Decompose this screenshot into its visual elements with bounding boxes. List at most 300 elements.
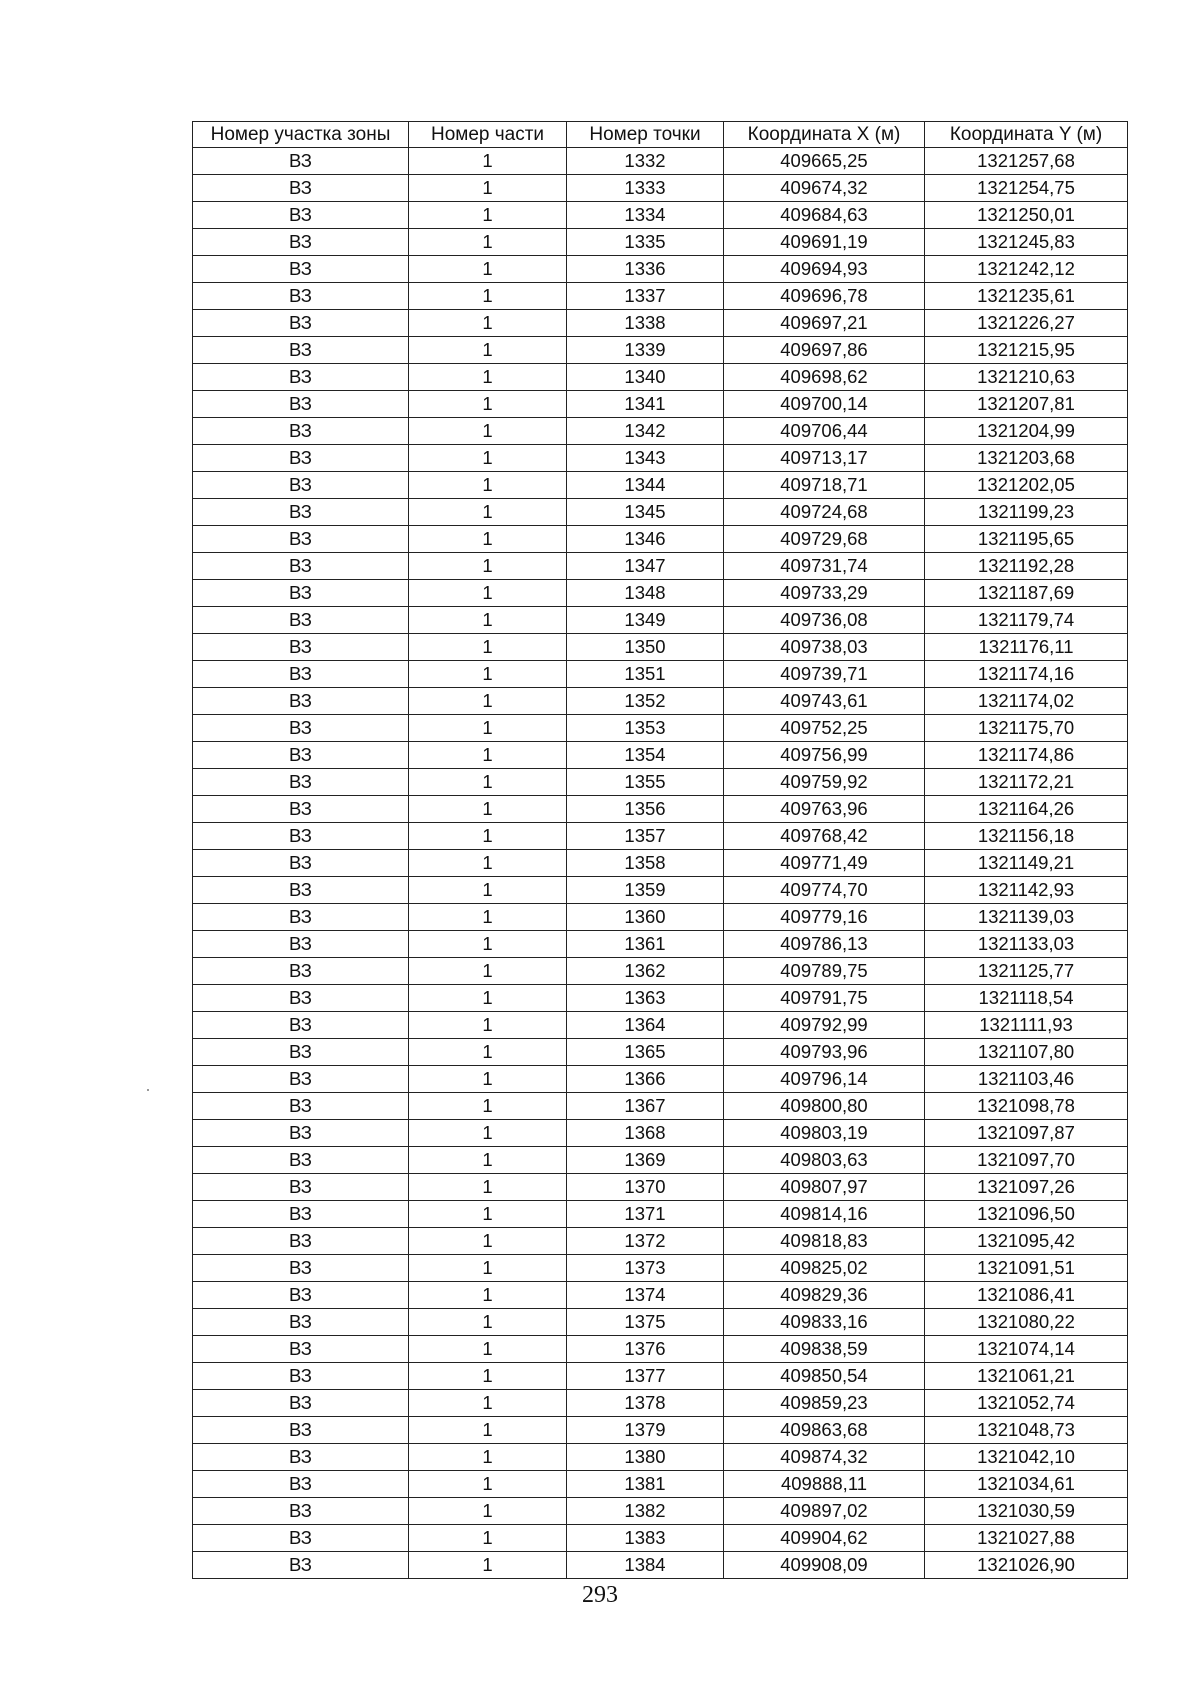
cell-coordinate-y: 1321034,61 bbox=[925, 1471, 1128, 1498]
cell-point-number: 1345 bbox=[567, 499, 724, 526]
cell-part-number: 1 bbox=[409, 202, 567, 229]
table-row bbox=[193, 1417, 1128, 1444]
cell-point-number: 1359 bbox=[567, 877, 724, 904]
cell-point-number: 1356 bbox=[567, 796, 724, 823]
table-row bbox=[193, 202, 1128, 229]
cell-point-number: 1360 bbox=[567, 904, 724, 931]
table-row bbox=[193, 823, 1128, 850]
cell-coordinate-y: 1321103,46 bbox=[925, 1066, 1128, 1093]
cell-point-number: 1375 bbox=[567, 1309, 724, 1336]
table-row bbox=[193, 580, 1128, 607]
cell-zone-section: ВЗ bbox=[193, 1255, 409, 1282]
cell-coordinate-x: 409897,02 bbox=[724, 1498, 925, 1525]
cell-coordinate-y: 1321139,03 bbox=[925, 904, 1128, 931]
cell-point-number: 1372 bbox=[567, 1228, 724, 1255]
table-row bbox=[193, 877, 1128, 904]
cell-part-number: 1 bbox=[409, 1228, 567, 1255]
cell-coordinate-y: 1321030,59 bbox=[925, 1498, 1128, 1525]
cell-coordinate-x: 409833,16 bbox=[724, 1309, 925, 1336]
cell-part-number: 1 bbox=[409, 472, 567, 499]
cell-coordinate-y: 1321027,88 bbox=[925, 1525, 1128, 1552]
cell-point-number: 1379 bbox=[567, 1417, 724, 1444]
cell-coordinate-x: 409694,93 bbox=[724, 256, 925, 283]
cell-point-number: 1369 bbox=[567, 1147, 724, 1174]
table-row bbox=[193, 1039, 1128, 1066]
scan-speck bbox=[147, 1089, 149, 1091]
cell-part-number: 1 bbox=[409, 1066, 567, 1093]
table-header bbox=[193, 122, 1128, 148]
cell-coordinate-x: 409763,96 bbox=[724, 796, 925, 823]
cell-part-number: 1 bbox=[409, 229, 567, 256]
cell-part-number: 1 bbox=[409, 1390, 567, 1417]
cell-coordinate-x: 409863,68 bbox=[724, 1417, 925, 1444]
header-coordinate-x: Координата X (м) bbox=[724, 122, 925, 148]
cell-point-number: 1358 bbox=[567, 850, 724, 877]
table-row bbox=[193, 1147, 1128, 1174]
cell-zone-section: ВЗ bbox=[193, 310, 409, 337]
cell-coordinate-x: 409718,71 bbox=[724, 472, 925, 499]
cell-part-number: 1 bbox=[409, 1039, 567, 1066]
cell-zone-section: ВЗ bbox=[193, 1282, 409, 1309]
cell-coordinate-y: 1321097,26 bbox=[925, 1174, 1128, 1201]
cell-zone-section: ВЗ bbox=[193, 823, 409, 850]
table-row bbox=[193, 1255, 1128, 1282]
cell-coordinate-x: 409684,63 bbox=[724, 202, 925, 229]
cell-zone-section: ВЗ bbox=[193, 175, 409, 202]
cell-part-number: 1 bbox=[409, 850, 567, 877]
cell-point-number: 1350 bbox=[567, 634, 724, 661]
cell-coordinate-x: 409874,32 bbox=[724, 1444, 925, 1471]
cell-point-number: 1347 bbox=[567, 553, 724, 580]
cell-point-number: 1338 bbox=[567, 310, 724, 337]
cell-coordinate-y: 1321245,83 bbox=[925, 229, 1128, 256]
cell-part-number: 1 bbox=[409, 499, 567, 526]
cell-zone-section: ВЗ bbox=[193, 1444, 409, 1471]
cell-point-number: 1334 bbox=[567, 202, 724, 229]
table-row bbox=[193, 1201, 1128, 1228]
cell-coordinate-x: 409768,42 bbox=[724, 823, 925, 850]
table-row bbox=[193, 1390, 1128, 1417]
table-row bbox=[193, 1336, 1128, 1363]
cell-zone-section: ВЗ bbox=[193, 256, 409, 283]
cell-zone-section: ВЗ bbox=[193, 931, 409, 958]
cell-zone-section: ВЗ bbox=[193, 1471, 409, 1498]
cell-zone-section: ВЗ bbox=[193, 499, 409, 526]
cell-point-number: 1348 bbox=[567, 580, 724, 607]
cell-coordinate-y: 1321195,65 bbox=[925, 526, 1128, 553]
cell-part-number: 1 bbox=[409, 1012, 567, 1039]
cell-coordinate-x: 409731,74 bbox=[724, 553, 925, 580]
cell-part-number: 1 bbox=[409, 607, 567, 634]
cell-coordinate-y: 1321096,50 bbox=[925, 1201, 1128, 1228]
cell-point-number: 1361 bbox=[567, 931, 724, 958]
cell-zone-section: ВЗ bbox=[193, 1390, 409, 1417]
cell-coordinate-y: 1321080,22 bbox=[925, 1309, 1128, 1336]
cell-point-number: 1366 bbox=[567, 1066, 724, 1093]
cell-coordinate-y: 1321174,02 bbox=[925, 688, 1128, 715]
cell-coordinate-x: 409691,19 bbox=[724, 229, 925, 256]
cell-coordinate-x: 409733,29 bbox=[724, 580, 925, 607]
cell-coordinate-x: 409825,02 bbox=[724, 1255, 925, 1282]
cell-coordinate-x: 409850,54 bbox=[724, 1363, 925, 1390]
cell-zone-section: ВЗ bbox=[193, 985, 409, 1012]
cell-zone-section: ВЗ bbox=[193, 1228, 409, 1255]
cell-part-number: 1 bbox=[409, 148, 567, 175]
coordinates-table bbox=[192, 121, 1128, 1579]
cell-coordinate-x: 409904,62 bbox=[724, 1525, 925, 1552]
cell-zone-section: ВЗ bbox=[193, 148, 409, 175]
cell-part-number: 1 bbox=[409, 1417, 567, 1444]
cell-coordinate-y: 1321235,61 bbox=[925, 283, 1128, 310]
cell-part-number: 1 bbox=[409, 1174, 567, 1201]
cell-point-number: 1367 bbox=[567, 1093, 724, 1120]
cell-coordinate-y: 1321097,70 bbox=[925, 1147, 1128, 1174]
table-row bbox=[193, 337, 1128, 364]
cell-coordinate-x: 409786,13 bbox=[724, 931, 925, 958]
table-row bbox=[193, 1525, 1128, 1552]
cell-point-number: 1339 bbox=[567, 337, 724, 364]
cell-coordinate-y: 1321074,14 bbox=[925, 1336, 1128, 1363]
cell-zone-section: ВЗ bbox=[193, 1174, 409, 1201]
cell-coordinate-x: 409838,59 bbox=[724, 1336, 925, 1363]
table-row bbox=[193, 1444, 1128, 1471]
cell-zone-section: ВЗ bbox=[193, 634, 409, 661]
cell-coordinate-x: 409796,14 bbox=[724, 1066, 925, 1093]
cell-zone-section: ВЗ bbox=[193, 1417, 409, 1444]
table-row bbox=[193, 1066, 1128, 1093]
cell-coordinate-x: 409792,99 bbox=[724, 1012, 925, 1039]
cell-zone-section: ВЗ bbox=[193, 418, 409, 445]
cell-point-number: 1336 bbox=[567, 256, 724, 283]
cell-coordinate-x: 409700,14 bbox=[724, 391, 925, 418]
cell-coordinate-y: 1321111,93 bbox=[925, 1012, 1128, 1039]
cell-zone-section: ВЗ bbox=[193, 958, 409, 985]
cell-point-number: 1381 bbox=[567, 1471, 724, 1498]
cell-part-number: 1 bbox=[409, 1336, 567, 1363]
table-row bbox=[193, 769, 1128, 796]
cell-part-number: 1 bbox=[409, 1552, 567, 1579]
cell-zone-section: ВЗ bbox=[193, 1336, 409, 1363]
cell-part-number: 1 bbox=[409, 958, 567, 985]
cell-coordinate-y: 1321203,68 bbox=[925, 445, 1128, 472]
cell-coordinate-y: 1321199,23 bbox=[925, 499, 1128, 526]
cell-zone-section: ВЗ bbox=[193, 1525, 409, 1552]
cell-part-number: 1 bbox=[409, 445, 567, 472]
cell-coordinate-x: 409818,83 bbox=[724, 1228, 925, 1255]
cell-part-number: 1 bbox=[409, 1363, 567, 1390]
table-row bbox=[193, 1498, 1128, 1525]
cell-part-number: 1 bbox=[409, 823, 567, 850]
cell-zone-section: ВЗ bbox=[193, 445, 409, 472]
cell-point-number: 1355 bbox=[567, 769, 724, 796]
header-point-number: Номер точки bbox=[567, 122, 724, 148]
cell-coordinate-y: 1321204,99 bbox=[925, 418, 1128, 445]
cell-coordinate-x: 409665,25 bbox=[724, 148, 925, 175]
cell-coordinate-y: 1321097,87 bbox=[925, 1120, 1128, 1147]
table-row bbox=[193, 1228, 1128, 1255]
cell-zone-section: ВЗ bbox=[193, 904, 409, 931]
cell-point-number: 1383 bbox=[567, 1525, 724, 1552]
table-row bbox=[193, 1363, 1128, 1390]
cell-zone-section: ВЗ bbox=[193, 337, 409, 364]
cell-coordinate-y: 1321026,90 bbox=[925, 1552, 1128, 1579]
table-row bbox=[193, 1309, 1128, 1336]
cell-zone-section: ВЗ bbox=[193, 229, 409, 256]
table-row bbox=[193, 742, 1128, 769]
cell-coordinate-y: 1321257,68 bbox=[925, 148, 1128, 175]
cell-coordinate-x: 409829,36 bbox=[724, 1282, 925, 1309]
table-row bbox=[193, 1093, 1128, 1120]
cell-coordinate-y: 1321118,54 bbox=[925, 985, 1128, 1012]
cell-point-number: 1337 bbox=[567, 283, 724, 310]
cell-coordinate-x: 409698,62 bbox=[724, 364, 925, 391]
cell-part-number: 1 bbox=[409, 1201, 567, 1228]
cell-zone-section: ВЗ bbox=[193, 283, 409, 310]
cell-zone-section: ВЗ bbox=[193, 1012, 409, 1039]
cell-coordinate-x: 409752,25 bbox=[724, 715, 925, 742]
cell-coordinate-x: 409800,80 bbox=[724, 1093, 925, 1120]
table-row bbox=[193, 310, 1128, 337]
cell-zone-section: ВЗ bbox=[193, 742, 409, 769]
cell-part-number: 1 bbox=[409, 391, 567, 418]
cell-zone-section: ВЗ bbox=[193, 1498, 409, 1525]
cell-part-number: 1 bbox=[409, 985, 567, 1012]
table-row bbox=[193, 445, 1128, 472]
cell-point-number: 1364 bbox=[567, 1012, 724, 1039]
table-row bbox=[193, 364, 1128, 391]
cell-point-number: 1335 bbox=[567, 229, 724, 256]
cell-coordinate-x: 409738,03 bbox=[724, 634, 925, 661]
table-row bbox=[193, 688, 1128, 715]
cell-coordinate-y: 1321061,21 bbox=[925, 1363, 1128, 1390]
cell-part-number: 1 bbox=[409, 1255, 567, 1282]
table-row bbox=[193, 256, 1128, 283]
cell-part-number: 1 bbox=[409, 1120, 567, 1147]
table-row bbox=[193, 553, 1128, 580]
cell-part-number: 1 bbox=[409, 796, 567, 823]
cell-coordinate-y: 1321142,93 bbox=[925, 877, 1128, 904]
cell-part-number: 1 bbox=[409, 553, 567, 580]
cell-part-number: 1 bbox=[409, 715, 567, 742]
cell-part-number: 1 bbox=[409, 1147, 567, 1174]
cell-point-number: 1332 bbox=[567, 148, 724, 175]
cell-point-number: 1346 bbox=[567, 526, 724, 553]
cell-coordinate-x: 409743,61 bbox=[724, 688, 925, 715]
cell-zone-section: ВЗ bbox=[193, 364, 409, 391]
cell-point-number: 1344 bbox=[567, 472, 724, 499]
cell-coordinate-y: 1321202,05 bbox=[925, 472, 1128, 499]
cell-zone-section: ВЗ bbox=[193, 1093, 409, 1120]
cell-zone-section: ВЗ bbox=[193, 391, 409, 418]
table-row bbox=[193, 1120, 1128, 1147]
cell-zone-section: ВЗ bbox=[193, 850, 409, 877]
cell-coordinate-x: 409859,23 bbox=[724, 1390, 925, 1417]
cell-coordinate-x: 409759,92 bbox=[724, 769, 925, 796]
cell-zone-section: ВЗ bbox=[193, 526, 409, 553]
cell-coordinate-y: 1321254,75 bbox=[925, 175, 1128, 202]
cell-part-number: 1 bbox=[409, 877, 567, 904]
cell-coordinate-x: 409779,16 bbox=[724, 904, 925, 931]
cell-coordinate-x: 409888,11 bbox=[724, 1471, 925, 1498]
cell-point-number: 1352 bbox=[567, 688, 724, 715]
cell-zone-section: ВЗ bbox=[193, 661, 409, 688]
cell-part-number: 1 bbox=[409, 1309, 567, 1336]
cell-coordinate-x: 409736,08 bbox=[724, 607, 925, 634]
table-row bbox=[193, 796, 1128, 823]
cell-coordinate-x: 409696,78 bbox=[724, 283, 925, 310]
cell-coordinate-y: 1321107,80 bbox=[925, 1039, 1128, 1066]
cell-part-number: 1 bbox=[409, 364, 567, 391]
cell-coordinate-y: 1321042,10 bbox=[925, 1444, 1128, 1471]
cell-part-number: 1 bbox=[409, 1093, 567, 1120]
header-coordinate-y: Координата Y (м) bbox=[925, 122, 1128, 148]
cell-point-number: 1349 bbox=[567, 607, 724, 634]
table-row bbox=[193, 985, 1128, 1012]
table-row bbox=[193, 499, 1128, 526]
cell-coordinate-x: 409739,71 bbox=[724, 661, 925, 688]
cell-part-number: 1 bbox=[409, 418, 567, 445]
cell-part-number: 1 bbox=[409, 175, 567, 202]
cell-point-number: 1351 bbox=[567, 661, 724, 688]
cell-part-number: 1 bbox=[409, 904, 567, 931]
cell-point-number: 1354 bbox=[567, 742, 724, 769]
cell-zone-section: ВЗ bbox=[193, 1201, 409, 1228]
table-row bbox=[193, 1174, 1128, 1201]
cell-coordinate-x: 409697,86 bbox=[724, 337, 925, 364]
cell-coordinate-x: 409774,70 bbox=[724, 877, 925, 904]
cell-coordinate-x: 409793,96 bbox=[724, 1039, 925, 1066]
cell-coordinate-x: 409697,21 bbox=[724, 310, 925, 337]
cell-zone-section: ВЗ bbox=[193, 202, 409, 229]
cell-coordinate-y: 1321174,16 bbox=[925, 661, 1128, 688]
cell-coordinate-y: 1321242,12 bbox=[925, 256, 1128, 283]
table-row bbox=[193, 472, 1128, 499]
cell-coordinate-y: 1321187,69 bbox=[925, 580, 1128, 607]
cell-coordinate-x: 409706,44 bbox=[724, 418, 925, 445]
cell-point-number: 1370 bbox=[567, 1174, 724, 1201]
cell-part-number: 1 bbox=[409, 742, 567, 769]
table-row bbox=[193, 283, 1128, 310]
cell-point-number: 1371 bbox=[567, 1201, 724, 1228]
cell-zone-section: ВЗ bbox=[193, 1120, 409, 1147]
table-row bbox=[193, 1471, 1128, 1498]
cell-part-number: 1 bbox=[409, 283, 567, 310]
table-row bbox=[193, 1282, 1128, 1309]
cell-point-number: 1382 bbox=[567, 1498, 724, 1525]
cell-coordinate-x: 409789,75 bbox=[724, 958, 925, 985]
cell-coordinate-y: 1321179,74 bbox=[925, 607, 1128, 634]
table-row bbox=[193, 175, 1128, 202]
cell-point-number: 1340 bbox=[567, 364, 724, 391]
cell-coordinate-y: 1321172,21 bbox=[925, 769, 1128, 796]
cell-coordinate-y: 1321215,95 bbox=[925, 337, 1128, 364]
cell-coordinate-x: 409908,09 bbox=[724, 1552, 925, 1579]
cell-coordinate-y: 1321164,26 bbox=[925, 796, 1128, 823]
table-body bbox=[193, 148, 1128, 1579]
cell-zone-section: ВЗ bbox=[193, 1363, 409, 1390]
cell-coordinate-y: 1321095,42 bbox=[925, 1228, 1128, 1255]
cell-zone-section: ВЗ bbox=[193, 1147, 409, 1174]
cell-coordinate-y: 1321174,86 bbox=[925, 742, 1128, 769]
cell-coordinate-y: 1321086,41 bbox=[925, 1282, 1128, 1309]
header-part-number: Номер части bbox=[409, 122, 567, 148]
cell-coordinate-x: 409791,75 bbox=[724, 985, 925, 1012]
cell-zone-section: ВЗ bbox=[193, 715, 409, 742]
cell-point-number: 1341 bbox=[567, 391, 724, 418]
cell-coordinate-x: 409807,97 bbox=[724, 1174, 925, 1201]
table-row bbox=[193, 1552, 1128, 1579]
cell-point-number: 1380 bbox=[567, 1444, 724, 1471]
cell-coordinate-y: 1321133,03 bbox=[925, 931, 1128, 958]
cell-point-number: 1374 bbox=[567, 1282, 724, 1309]
cell-zone-section: ВЗ bbox=[193, 796, 409, 823]
cell-part-number: 1 bbox=[409, 661, 567, 688]
cell-coordinate-y: 1321226,27 bbox=[925, 310, 1128, 337]
table-row bbox=[193, 850, 1128, 877]
cell-point-number: 1333 bbox=[567, 175, 724, 202]
cell-coordinate-x: 409756,99 bbox=[724, 742, 925, 769]
cell-part-number: 1 bbox=[409, 1444, 567, 1471]
cell-coordinate-y: 1321156,18 bbox=[925, 823, 1128, 850]
cell-coordinate-x: 409713,17 bbox=[724, 445, 925, 472]
cell-coordinate-y: 1321125,77 bbox=[925, 958, 1128, 985]
cell-coordinate-y: 1321207,81 bbox=[925, 391, 1128, 418]
cell-part-number: 1 bbox=[409, 688, 567, 715]
cell-zone-section: ВЗ bbox=[193, 769, 409, 796]
table-row bbox=[193, 715, 1128, 742]
cell-part-number: 1 bbox=[409, 1498, 567, 1525]
cell-coordinate-y: 1321091,51 bbox=[925, 1255, 1128, 1282]
cell-coordinate-x: 409803,63 bbox=[724, 1147, 925, 1174]
cell-point-number: 1362 bbox=[567, 958, 724, 985]
cell-coordinate-y: 1321149,21 bbox=[925, 850, 1128, 877]
header-row bbox=[193, 122, 1128, 148]
table-row bbox=[193, 607, 1128, 634]
table-row bbox=[193, 634, 1128, 661]
cell-part-number: 1 bbox=[409, 1282, 567, 1309]
cell-part-number: 1 bbox=[409, 310, 567, 337]
table-row bbox=[193, 229, 1128, 256]
cell-coordinate-y: 1321052,74 bbox=[925, 1390, 1128, 1417]
cell-point-number: 1357 bbox=[567, 823, 724, 850]
cell-point-number: 1343 bbox=[567, 445, 724, 472]
cell-part-number: 1 bbox=[409, 931, 567, 958]
cell-coordinate-y: 1321250,01 bbox=[925, 202, 1128, 229]
cell-part-number: 1 bbox=[409, 634, 567, 661]
table-row bbox=[193, 391, 1128, 418]
cell-coordinate-y: 1321176,11 bbox=[925, 634, 1128, 661]
cell-zone-section: ВЗ bbox=[193, 553, 409, 580]
cell-coordinate-x: 409803,19 bbox=[724, 1120, 925, 1147]
cell-coordinate-y: 1321192,28 bbox=[925, 553, 1128, 580]
cell-zone-section: ВЗ bbox=[193, 1039, 409, 1066]
cell-part-number: 1 bbox=[409, 580, 567, 607]
cell-part-number: 1 bbox=[409, 769, 567, 796]
header-zone-section-number: Номер участка зоны bbox=[193, 122, 409, 148]
table-row bbox=[193, 661, 1128, 688]
cell-coordinate-y: 1321175,70 bbox=[925, 715, 1128, 742]
page-number: 293 bbox=[582, 1582, 618, 1608]
cell-coordinate-x: 409814,16 bbox=[724, 1201, 925, 1228]
cell-coordinate-x: 409771,49 bbox=[724, 850, 925, 877]
cell-coordinate-x: 409729,68 bbox=[724, 526, 925, 553]
cell-coordinate-y: 1321098,78 bbox=[925, 1093, 1128, 1120]
cell-zone-section: ВЗ bbox=[193, 1309, 409, 1336]
cell-coordinate-x: 409674,32 bbox=[724, 175, 925, 202]
table-row bbox=[193, 1012, 1128, 1039]
cell-part-number: 1 bbox=[409, 256, 567, 283]
cell-zone-section: ВЗ bbox=[193, 607, 409, 634]
